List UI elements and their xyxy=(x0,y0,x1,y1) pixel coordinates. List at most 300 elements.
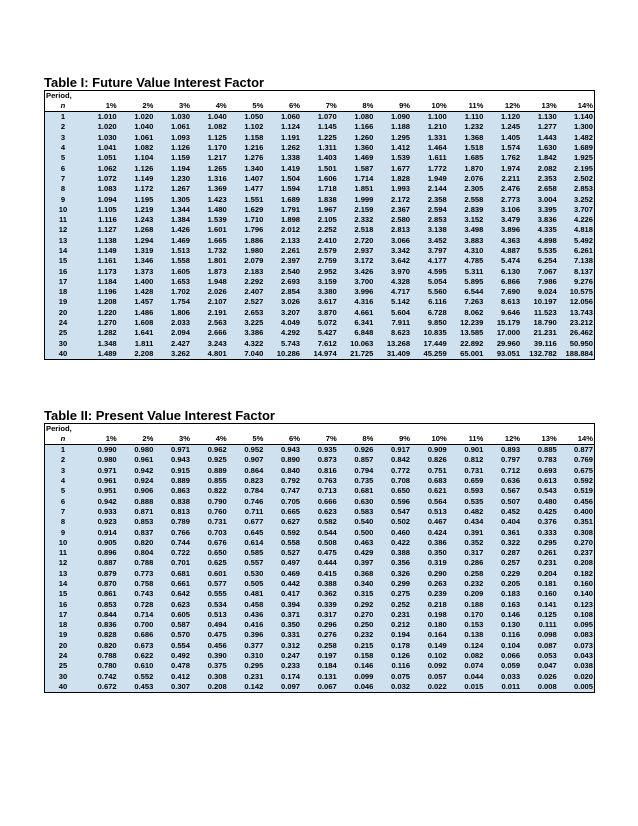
factor-cell: 0.879 xyxy=(81,569,118,579)
factor-cell: 0.627 xyxy=(264,517,301,527)
factor-cell: 1.300 xyxy=(558,122,595,132)
factor-cell: 1.489 xyxy=(81,349,118,360)
factor-cell: 1.316 xyxy=(191,174,228,184)
table-row xyxy=(45,246,595,256)
factor-cell: 0.082 xyxy=(448,651,485,661)
header-blank-cell xyxy=(338,424,375,435)
factor-cell: 1.842 xyxy=(521,153,558,163)
factor-cell: 2.082 xyxy=(521,163,558,173)
factor-cell: 1.232 xyxy=(448,122,485,132)
factor-cell: 1.267 xyxy=(154,184,191,194)
factor-cell: 2.353 xyxy=(521,174,558,184)
factor-cell: 0.149 xyxy=(411,641,448,651)
factor-cell: 3.004 xyxy=(521,194,558,204)
factor-cell: 0.317 xyxy=(301,610,338,620)
factor-cell: 0.906 xyxy=(118,486,155,496)
factor-cell: 0.404 xyxy=(484,517,521,527)
rate-header-cell: 5% xyxy=(228,434,265,445)
period-cell: 15 xyxy=(45,589,82,599)
factor-cell: 0.508 xyxy=(301,538,338,548)
factor-cell: 0.158 xyxy=(338,651,375,661)
period-cell: 17 xyxy=(45,277,82,287)
table-row xyxy=(45,466,595,476)
factor-cell: 0.174 xyxy=(264,672,301,682)
factor-cell: 2.952 xyxy=(301,266,338,276)
rate-header-cell: 8% xyxy=(338,101,375,112)
factor-cell: 6.254 xyxy=(521,256,558,266)
factor-cell: 5.054 xyxy=(411,277,448,287)
factor-cell: 4.717 xyxy=(374,287,411,297)
factor-cell: 15.179 xyxy=(484,318,521,328)
period-cell: 5 xyxy=(45,486,82,496)
factor-cell: 0.368 xyxy=(338,569,375,579)
factor-cell: 0.011 xyxy=(484,682,521,693)
factor-cell: 1.685 xyxy=(448,153,485,163)
factor-cell: 0.812 xyxy=(448,455,485,465)
factor-cell: 2.208 xyxy=(118,349,155,360)
factor-cell: 0.622 xyxy=(118,651,155,661)
factor-cell: 1.403 xyxy=(301,153,338,163)
factor-cell: 0.530 xyxy=(228,569,265,579)
table-row xyxy=(45,476,595,486)
factor-cell: 17.449 xyxy=(411,339,448,349)
factor-cell: 0.585 xyxy=(228,548,265,558)
factor-cell: 0.310 xyxy=(228,651,265,661)
factor-cell: 0.840 xyxy=(264,466,301,476)
factor-cell: 0.258 xyxy=(301,641,338,651)
factor-cell: 0.046 xyxy=(338,682,375,693)
factor-cell: 3.707 xyxy=(558,205,595,215)
factor-cell: 0.331 xyxy=(264,630,301,640)
factor-cell: 1.732 xyxy=(191,246,228,256)
factor-cell: 0.020 xyxy=(558,672,595,682)
table-row xyxy=(45,236,595,246)
factor-cell: 0.813 xyxy=(154,507,191,517)
present-value-table xyxy=(44,423,595,693)
factor-cell: 3.498 xyxy=(448,225,485,235)
factor-cell: 0.731 xyxy=(448,466,485,476)
rate-header-cell: 7% xyxy=(301,101,338,112)
factor-cell: 0.769 xyxy=(558,455,595,465)
factor-cell: 9.850 xyxy=(411,318,448,328)
factor-cell: 1.093 xyxy=(154,133,191,143)
factor-cell: 0.943 xyxy=(264,445,301,456)
factor-cell: 4.818 xyxy=(558,225,595,235)
header-blank-cell xyxy=(228,424,265,435)
factor-cell: 0.763 xyxy=(301,476,338,486)
factor-cell: 1.061 xyxy=(154,122,191,132)
factor-cell: 3.883 xyxy=(448,236,485,246)
rate-header-cell: 12% xyxy=(484,101,521,112)
period-cell: 30 xyxy=(45,339,82,349)
factor-cell: 12.056 xyxy=(558,297,595,307)
table-row xyxy=(45,143,595,153)
factor-cell: 0.971 xyxy=(81,466,118,476)
factor-cell: 1.276 xyxy=(228,153,265,163)
factor-cell: 3.386 xyxy=(228,328,265,338)
factor-cell: 0.453 xyxy=(118,682,155,693)
factor-cell: 0.429 xyxy=(338,548,375,558)
factor-cell: 0.889 xyxy=(191,466,228,476)
factor-cell: 0.290 xyxy=(411,569,448,579)
period-cell: 7 xyxy=(45,174,82,184)
factor-cell: 1.346 xyxy=(118,256,155,266)
factor-cell: 0.361 xyxy=(484,527,521,537)
factor-cell: 0.125 xyxy=(521,610,558,620)
factor-cell: 1.216 xyxy=(228,143,265,153)
factor-cell: 1.851 xyxy=(338,184,375,194)
rate-header-cell: 4% xyxy=(191,434,228,445)
header-blank-cell xyxy=(411,424,448,435)
factor-cell: 0.907 xyxy=(228,455,265,465)
table-row xyxy=(45,112,595,123)
factor-cell: 0.059 xyxy=(484,661,521,671)
header-blank-cell xyxy=(521,91,558,102)
factor-cell: 1.504 xyxy=(264,174,301,184)
period-cell: 24 xyxy=(45,318,82,328)
factor-cell: 10.197 xyxy=(521,297,558,307)
factor-cell: 1.407 xyxy=(228,174,265,184)
period-cell: 20 xyxy=(45,641,82,651)
factor-cell: 4.363 xyxy=(484,236,521,246)
factor-cell: 0.505 xyxy=(228,579,265,589)
factor-cell: 0.826 xyxy=(411,455,448,465)
header-row-rates xyxy=(45,101,595,112)
table-row xyxy=(45,661,595,671)
factor-cell: 21.231 xyxy=(521,328,558,338)
factor-cell: 0.397 xyxy=(338,558,375,568)
factor-cell: 0.022 xyxy=(411,682,448,693)
factor-cell: 0.888 xyxy=(118,496,155,506)
factor-cell: 7.067 xyxy=(521,266,558,276)
factor-cell: 5.560 xyxy=(411,287,448,297)
factor-cell: 22.892 xyxy=(448,339,485,349)
factor-cell: 0.701 xyxy=(154,558,191,568)
factor-cell: 10.575 xyxy=(558,287,595,297)
table-row xyxy=(45,256,595,266)
factor-cell: 0.744 xyxy=(154,538,191,548)
factor-cell: 0.182 xyxy=(558,569,595,579)
factor-cell: 0.123 xyxy=(558,599,595,609)
factor-cell: 0.362 xyxy=(301,589,338,599)
factor-cell: 2.476 xyxy=(484,184,521,194)
factor-cell: 1.469 xyxy=(154,236,191,246)
rate-header-cell: 13% xyxy=(521,434,558,445)
table-row xyxy=(45,184,595,194)
factor-cell: 0.181 xyxy=(521,579,558,589)
factor-cell: 1.130 xyxy=(521,112,558,123)
factor-cell: 2.427 xyxy=(154,339,191,349)
factor-cell: 2.527 xyxy=(228,297,265,307)
factor-cell: 0.095 xyxy=(558,620,595,630)
factor-cell: 0.184 xyxy=(301,661,338,671)
factor-cell: 2.261 xyxy=(264,246,301,256)
factor-cell: 0.005 xyxy=(558,682,595,693)
factor-cell: 1.083 xyxy=(81,184,118,194)
factor-cell: 3.836 xyxy=(521,215,558,225)
period-cell: 11 xyxy=(45,548,82,558)
factor-cell: 0.102 xyxy=(411,651,448,661)
factor-cell: 0.043 xyxy=(558,651,595,661)
factor-cell: 0.292 xyxy=(338,599,375,609)
factor-cell: 1.677 xyxy=(374,163,411,173)
factor-cell: 0.564 xyxy=(411,496,448,506)
factor-cell: 0.794 xyxy=(338,466,375,476)
factor-cell: 2.666 xyxy=(191,328,228,338)
factor-cell: 0.434 xyxy=(448,517,485,527)
factor-cell: 0.146 xyxy=(338,661,375,671)
factor-cell: 1.138 xyxy=(81,236,118,246)
factor-cell: 1.060 xyxy=(264,112,301,123)
period-cell: 6 xyxy=(45,163,82,173)
factor-cell: 0.705 xyxy=(264,496,301,506)
factor-cell: 0.044 xyxy=(448,672,485,682)
factor-cell: 0.124 xyxy=(448,641,485,651)
factor-cell: 0.610 xyxy=(118,661,155,671)
factor-cell: 0.961 xyxy=(118,455,155,465)
table-row xyxy=(45,672,595,682)
factor-cell: 0.554 xyxy=(154,641,191,651)
n-header-label: n xyxy=(45,434,82,445)
factor-cell: 2.580 xyxy=(374,215,411,225)
factor-cell: 0.215 xyxy=(338,641,375,651)
factor-cell: 0.097 xyxy=(264,682,301,693)
factor-cell: 0.642 xyxy=(154,589,191,599)
factor-cell: 0.896 xyxy=(81,548,118,558)
factor-cell: 1.127 xyxy=(81,225,118,235)
factor-cell: 5.535 xyxy=(521,246,558,256)
factor-cell: 1.331 xyxy=(411,133,448,143)
header-blank-cell xyxy=(338,91,375,102)
factor-cell: 0.492 xyxy=(154,651,191,661)
factor-cell: 0.933 xyxy=(81,507,118,517)
period-cell: 13 xyxy=(45,569,82,579)
header-blank-cell xyxy=(118,91,155,102)
factor-cell: 4.177 xyxy=(411,256,448,266)
factor-cell: 1.100 xyxy=(411,112,448,123)
factor-cell: 2.292 xyxy=(228,277,265,287)
factor-cell: 6.261 xyxy=(558,246,595,256)
factor-cell: 2.937 xyxy=(338,246,375,256)
period-cell: 1 xyxy=(45,445,82,456)
factor-cell: 1.710 xyxy=(228,215,265,225)
factor-cell: 0.275 xyxy=(374,589,411,599)
factor-cell: 0.780 xyxy=(81,661,118,671)
factor-cell: 0.340 xyxy=(338,579,375,589)
factor-cell: 3.138 xyxy=(411,225,448,235)
factor-cell: 0.391 xyxy=(448,527,485,537)
factor-cell: 1.338 xyxy=(264,153,301,163)
factor-cell: 1.838 xyxy=(301,194,338,204)
factor-cell: 1.974 xyxy=(484,163,521,173)
factor-cell: 1.629 xyxy=(228,205,265,215)
factor-cell: 4.785 xyxy=(448,256,485,266)
table-title-present-value: Table II: Present Value Interest Factor xyxy=(44,408,275,423)
factor-cell: 2.594 xyxy=(411,205,448,215)
table-row xyxy=(45,122,595,132)
factor-cell: 0.204 xyxy=(521,569,558,579)
factor-cell: 1.010 xyxy=(81,112,118,123)
factor-cell: 0.942 xyxy=(118,466,155,476)
factor-cell: 0.873 xyxy=(301,455,338,465)
table-row xyxy=(45,538,595,548)
factor-cell: 0.700 xyxy=(118,620,155,630)
factor-cell: 0.073 xyxy=(558,641,595,651)
factor-cell: 0.209 xyxy=(448,589,485,599)
factor-cell: 1.145 xyxy=(301,122,338,132)
factor-cell: 0.711 xyxy=(228,507,265,517)
factor-cell: 0.098 xyxy=(521,630,558,640)
factor-cell: 0.731 xyxy=(191,517,228,527)
factor-cell: 0.623 xyxy=(301,507,338,517)
factor-cell: 2.094 xyxy=(154,328,191,338)
factor-cell: 5.474 xyxy=(484,256,521,266)
factor-cell: 0.935 xyxy=(301,445,338,456)
factor-cell: 0.547 xyxy=(374,507,411,517)
factor-cell: 0.636 xyxy=(484,476,521,486)
factor-cell: 0.714 xyxy=(118,610,155,620)
factor-cell: 93.051 xyxy=(484,349,521,360)
factor-cell: 1.340 xyxy=(228,163,265,173)
factor-cell: 0.287 xyxy=(484,548,521,558)
factor-cell: 7.986 xyxy=(521,277,558,287)
factor-cell: 8.623 xyxy=(374,328,411,338)
factor-cell: 1.243 xyxy=(118,215,155,225)
factor-cell: 0.015 xyxy=(448,682,485,693)
factor-cell: 0.925 xyxy=(191,455,228,465)
period-cell: 25 xyxy=(45,661,82,671)
factor-cell: 2.518 xyxy=(338,225,375,235)
factor-cell: 6.341 xyxy=(338,318,375,328)
factor-cell: 2.693 xyxy=(264,277,301,287)
factor-cell: 1.196 xyxy=(81,287,118,297)
factor-cell: 3.026 xyxy=(264,297,301,307)
period-cell: 19 xyxy=(45,630,82,640)
factor-cell: 2.133 xyxy=(264,236,301,246)
factor-cell: 0.229 xyxy=(484,569,521,579)
factor-cell: 0.681 xyxy=(154,569,191,579)
factor-cell: 0.838 xyxy=(154,496,191,506)
factor-cell: 1.993 xyxy=(374,184,411,194)
table-row xyxy=(45,651,595,661)
factor-cell: 0.592 xyxy=(558,476,595,486)
factor-cell: 1.348 xyxy=(81,339,118,349)
factor-cell: 1.170 xyxy=(191,143,228,153)
factor-cell: 0.276 xyxy=(301,630,338,640)
header-row-period xyxy=(45,91,595,102)
factor-cell: 0.263 xyxy=(411,579,448,589)
factor-cell: 0.394 xyxy=(264,599,301,609)
table-row xyxy=(45,445,595,456)
factor-cell: 1.159 xyxy=(154,153,191,163)
factor-cell: 0.270 xyxy=(338,610,375,620)
factor-cell: 0.792 xyxy=(264,476,301,486)
factor-cell: 4.887 xyxy=(484,246,521,256)
factor-cell: 1.295 xyxy=(374,133,411,143)
factor-cell: 2.658 xyxy=(521,184,558,194)
factor-cell: 0.400 xyxy=(558,507,595,517)
factor-cell: 0.980 xyxy=(118,445,155,456)
factor-cell: 0.686 xyxy=(118,630,155,640)
factor-cell: 1.801 xyxy=(191,256,228,266)
factor-cell: 1.270 xyxy=(81,318,118,328)
factor-cell: 0.601 xyxy=(191,569,228,579)
factor-cell: 1.020 xyxy=(118,112,155,123)
factor-cell: 0.625 xyxy=(191,558,228,568)
factor-cell: 0.797 xyxy=(484,455,521,465)
factor-cell: 0.816 xyxy=(301,466,338,476)
table-row xyxy=(45,579,595,589)
factor-cell: 0.593 xyxy=(448,486,485,496)
factor-cell: 0.864 xyxy=(228,466,265,476)
factor-cell: 1.040 xyxy=(118,122,155,132)
factor-cell: 4.335 xyxy=(521,225,558,235)
factor-cell: 0.424 xyxy=(411,527,448,537)
factor-cell: 1.419 xyxy=(264,163,301,173)
factor-cell: 2.159 xyxy=(338,205,375,215)
factor-cell: 0.502 xyxy=(374,517,411,527)
factor-cell: 1.477 xyxy=(228,184,265,194)
factor-cell: 6.728 xyxy=(411,308,448,318)
rate-header-cell: 11% xyxy=(448,434,485,445)
factor-cell: 3.106 xyxy=(484,205,521,215)
header-blank-cell xyxy=(448,91,485,102)
factor-cell: 1.161 xyxy=(81,256,118,266)
factor-cell: 5.142 xyxy=(374,297,411,307)
factor-cell: 0.914 xyxy=(81,527,118,537)
factor-cell: 1.360 xyxy=(338,143,375,153)
table-row xyxy=(45,339,595,349)
factor-cell: 0.208 xyxy=(191,682,228,693)
factor-cell: 1.173 xyxy=(81,266,118,276)
factor-cell: 1.219 xyxy=(118,205,155,215)
factor-cell: 5.604 xyxy=(374,308,411,318)
factor-cell: 7.690 xyxy=(484,287,521,297)
factor-cell: 1.294 xyxy=(118,236,155,246)
factor-cell: 2.144 xyxy=(411,184,448,194)
factor-cell: 4.322 xyxy=(228,339,265,349)
factor-cell: 0.923 xyxy=(81,517,118,527)
factor-cell: 0.475 xyxy=(301,548,338,558)
factor-cell: 0.681 xyxy=(338,486,375,496)
factor-cell: 0.772 xyxy=(374,466,411,476)
future-value-table xyxy=(44,90,595,360)
factor-cell: 0.074 xyxy=(448,661,485,671)
factor-cell: 1.501 xyxy=(301,163,338,173)
factor-cell: 0.675 xyxy=(558,466,595,476)
factor-cell: 0.212 xyxy=(374,620,411,630)
factor-cell: 1.116 xyxy=(81,215,118,225)
header-blank-cell xyxy=(448,424,485,435)
factor-cell: 0.980 xyxy=(81,455,118,465)
factor-cell: 0.308 xyxy=(558,527,595,537)
factor-cell: 0.460 xyxy=(374,527,411,537)
factor-cell: 0.205 xyxy=(484,579,521,589)
factor-cell: 1.772 xyxy=(411,163,448,173)
factor-cell: 0.482 xyxy=(448,507,485,517)
factor-cell: 9.646 xyxy=(484,308,521,318)
rate-header-cell: 7% xyxy=(301,434,338,445)
factor-cell: 1.469 xyxy=(338,153,375,163)
factor-cell: 0.436 xyxy=(228,610,265,620)
factor-cell: 0.494 xyxy=(191,620,228,630)
factor-cell: 0.352 xyxy=(448,538,485,548)
period-cell: 9 xyxy=(45,527,82,537)
factor-cell: 0.924 xyxy=(118,476,155,486)
factor-cell: 0.286 xyxy=(448,558,485,568)
header-blank-cell xyxy=(521,424,558,435)
factor-cell: 0.837 xyxy=(118,527,155,537)
